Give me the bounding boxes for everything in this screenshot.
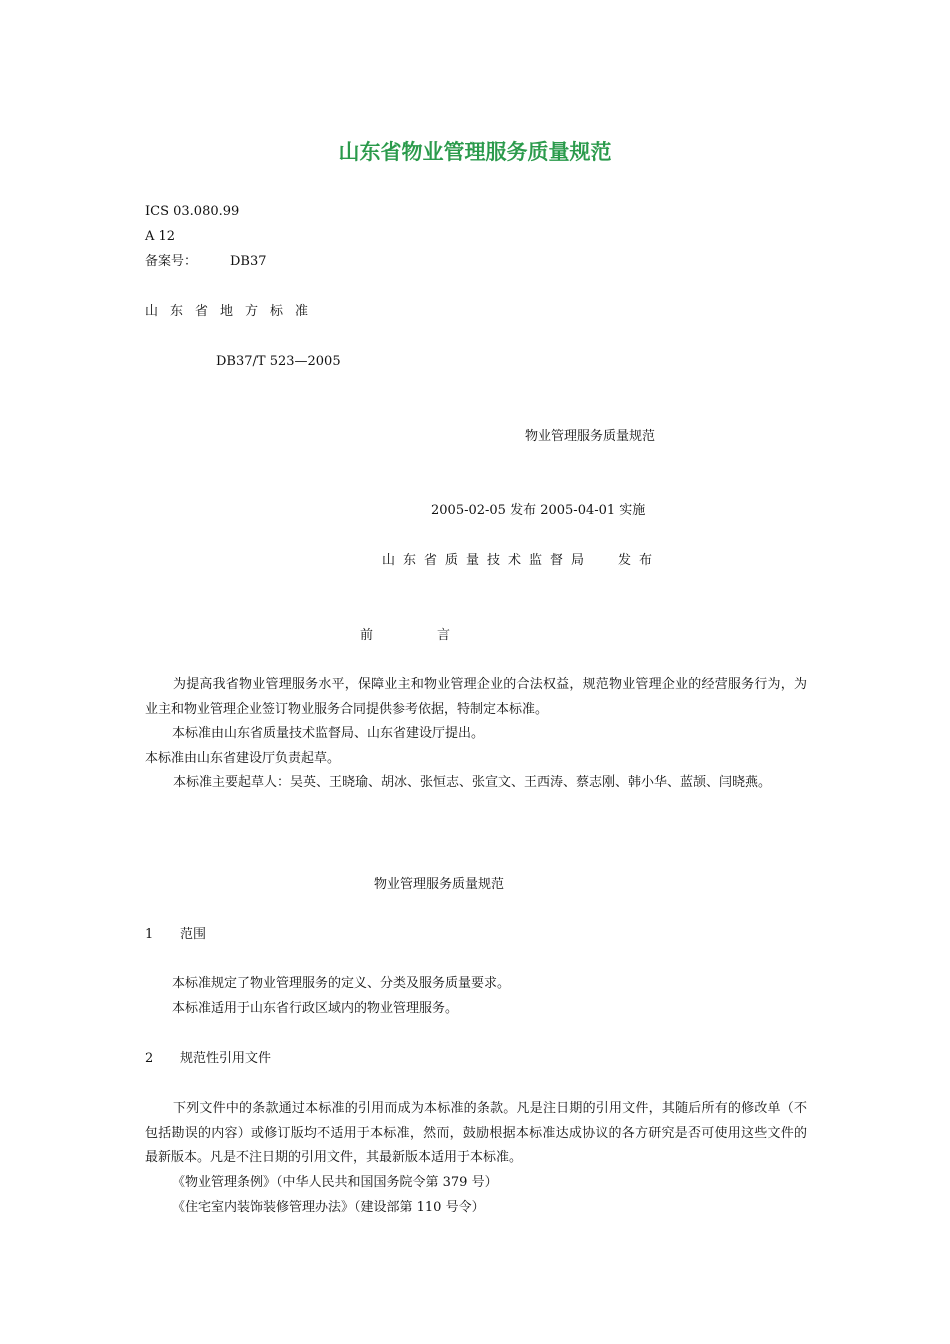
section-2-paragraph-1: 下列文件中的条款通过本标准的引用而成为本标准的条款。凡是注日期的引用文件，其随后所有的修改单（不包括勘误的内容）或修订版均不适用于本标准，然而，鼓励根据本标准达成协议的各方研究是否可使用这些文件的最新版本。凡是不注日期的引用文件，其最新版本适用于本标准。 <box>145 1101 807 1165</box>
record-label: 备案号： <box>145 254 198 269</box>
reference-2: 《住宅室内装饰装修管理办法》（建设部第 110 号令） <box>172 1200 485 1215</box>
section-1-number: 1 <box>145 927 154 942</box>
foreword-paragraph-2: 本标准由山东省质量技术监督局、山东省建设厅提出。 <box>172 726 485 741</box>
document-title: 山东省物业管理服务质量规范 <box>338 140 612 164</box>
issue-dates: 2005-02-05 发布 2005-04-01 实施 <box>431 503 646 518</box>
cover-title: 物业管理服务质量规范 <box>525 429 656 444</box>
ics-code: ICS 03.080.99 <box>145 204 240 219</box>
issuer-name: 山东省质量技术监督局 <box>382 553 593 568</box>
foreword-paragraph-3: 本标准由山东省建设厅负责起草。 <box>145 751 341 766</box>
foreword-paragraph-1: 为提高我省物业管理服务水平，保障业主和物业管理企业的合法权益，规范物业管理企业的经营服务行为，为业主和物业管理企业签订物业服务合同提供参考依据，特制定本标准。 <box>145 677 807 717</box>
foreword-heading: 前言 <box>360 628 515 643</box>
standard-type: 山东省地方标准 <box>145 304 321 319</box>
section-2-title: 规范性引用文件 <box>180 1051 272 1066</box>
section-1-paragraph-2: 本标准适用于山东省行政区域内的物业管理服务。 <box>172 1001 459 1016</box>
standard-code: DB37/T 523—2005 <box>216 354 341 369</box>
section-2-number: 2 <box>145 1051 154 1066</box>
reference-1: 《物业管理条例》（中华人民共和国国务院令第 379 号） <box>172 1175 498 1190</box>
record-value: DB37 <box>230 254 267 269</box>
body-title: 物业管理服务质量规范 <box>374 877 505 892</box>
foreword-paragraph-4: 本标准主要起草人：吴英、王晓瑜、胡冰、张恒志、张宣文、王西涛、蔡志刚、韩小华、蓝颉、闫晓燕。 <box>173 775 772 790</box>
issuer-action: 发布 <box>618 553 661 568</box>
section-1-paragraph-1: 本标准规定了物业管理服务的定义、分类及服务质量要求。 <box>172 976 511 991</box>
category-code: A 12 <box>145 229 176 244</box>
section-1-title: 范围 <box>180 927 207 942</box>
